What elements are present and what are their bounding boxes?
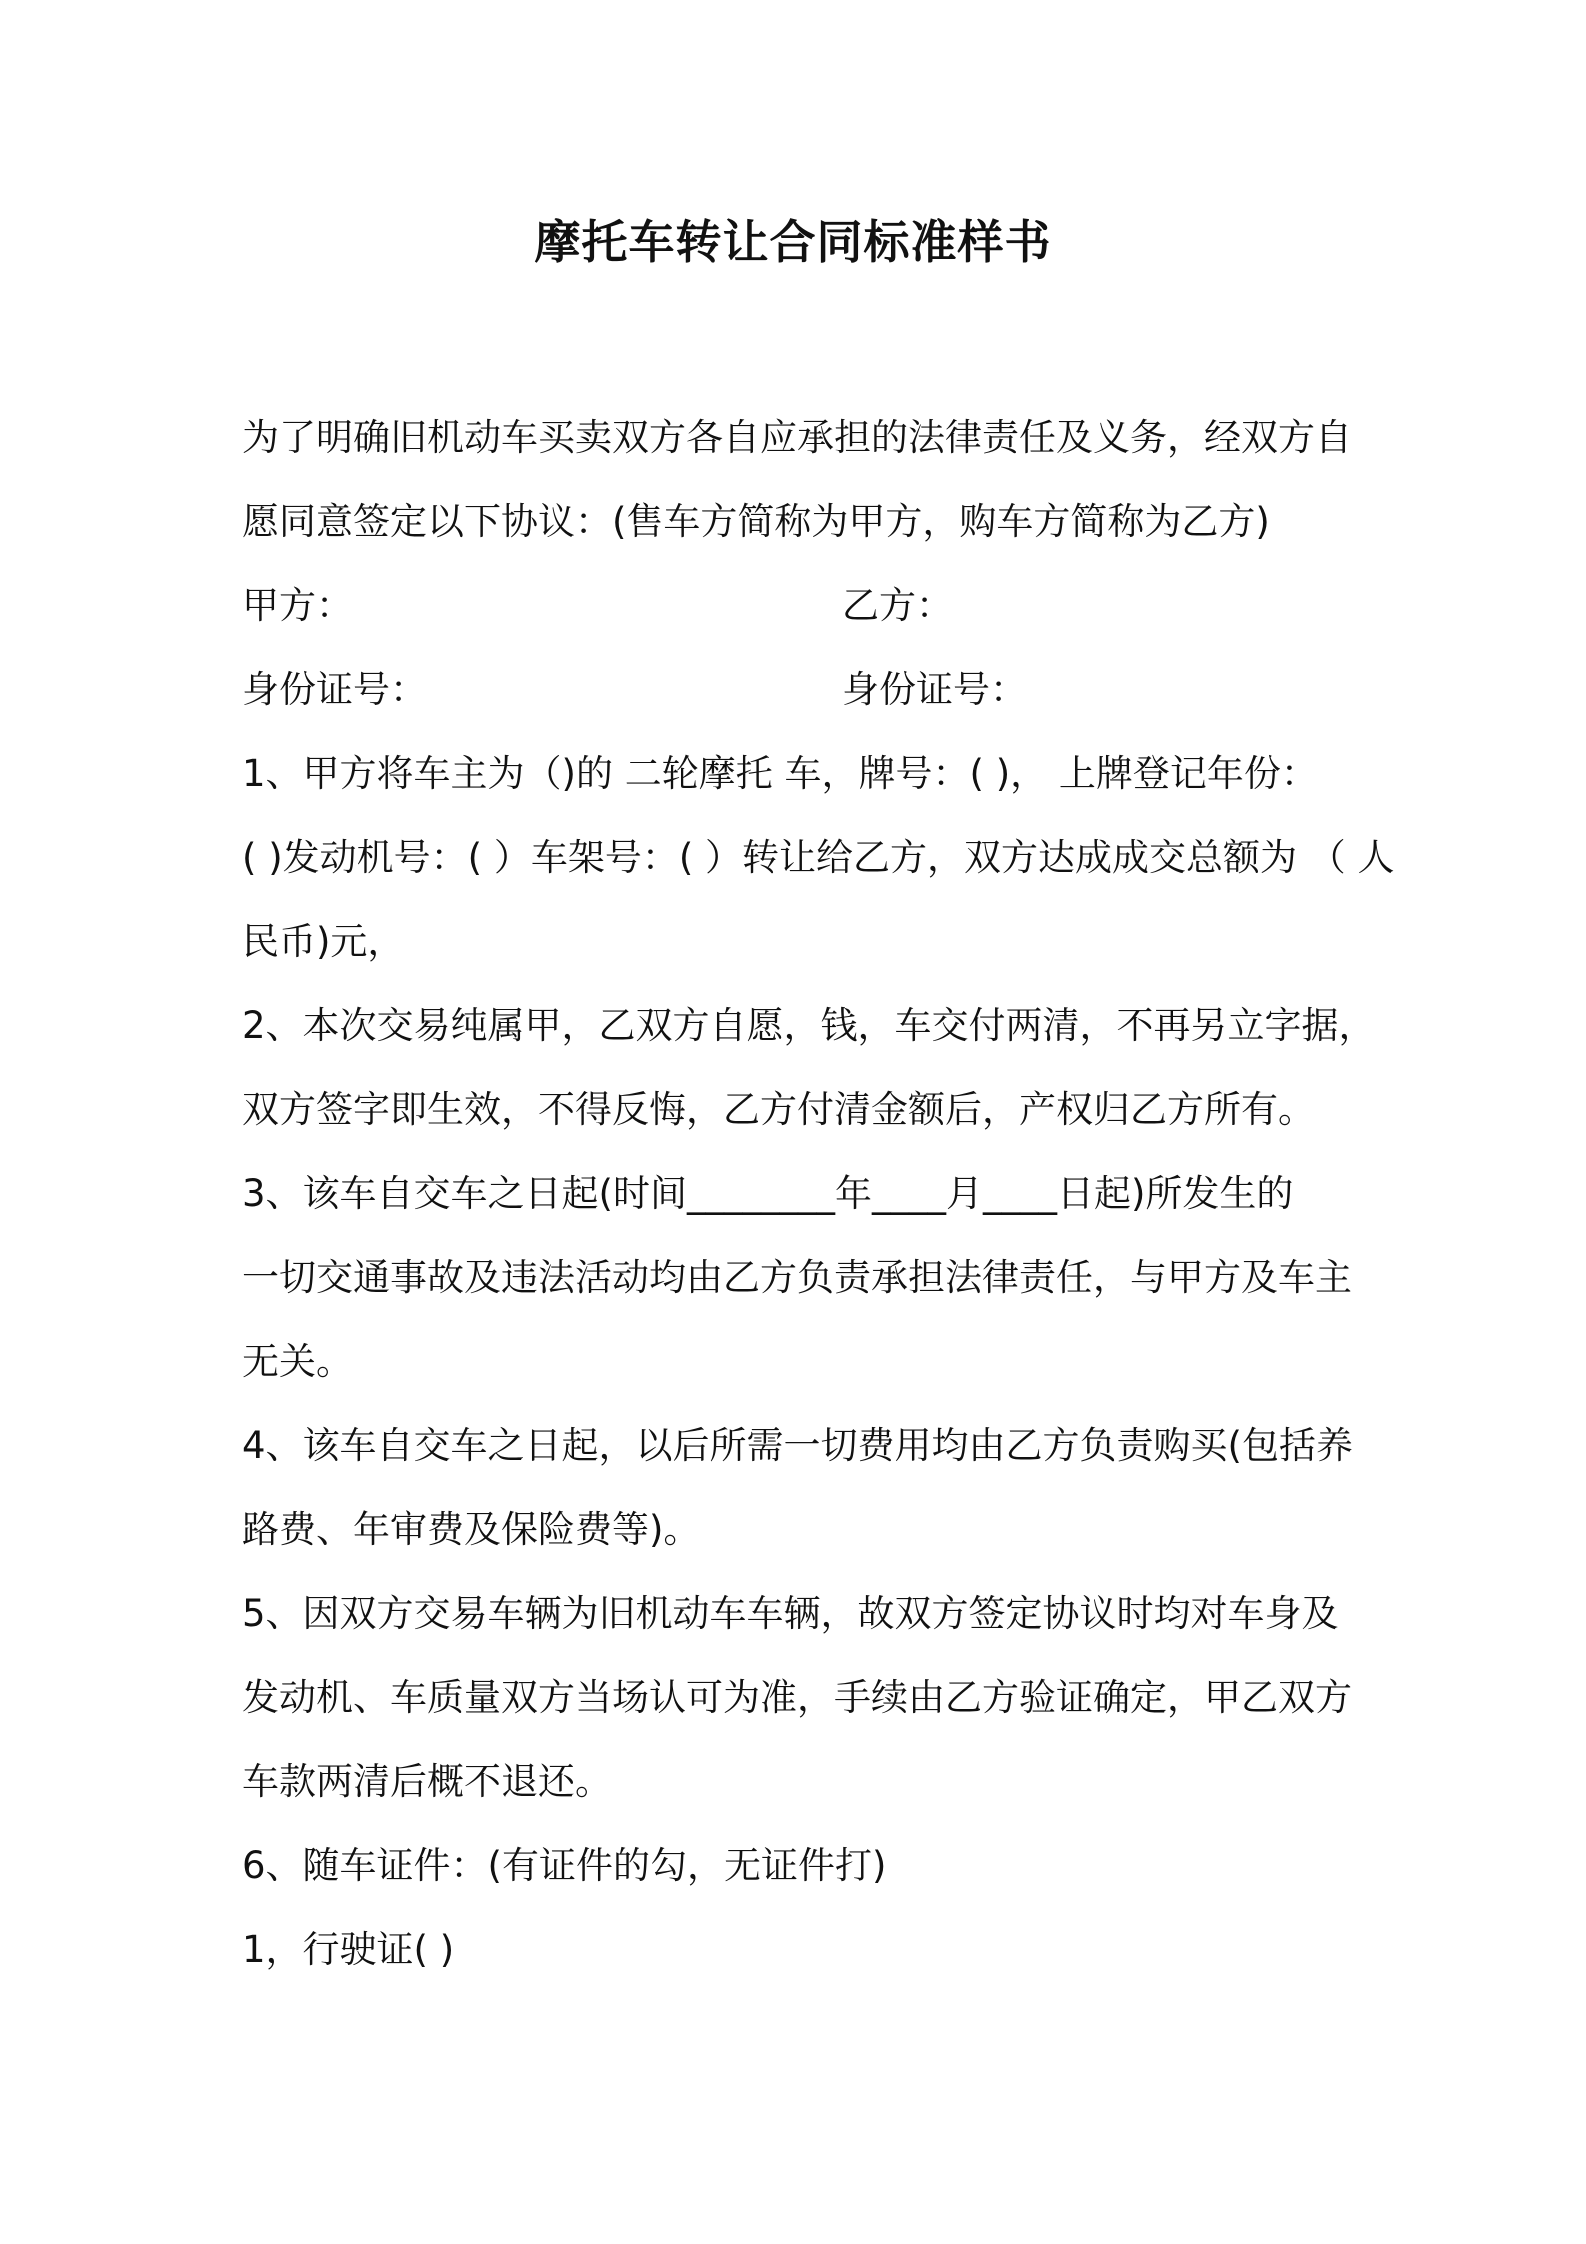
intro-line: 为了明确旧机动车买卖双方各自应承担的法律责任及义务，经双方自 [242, 416, 1352, 459]
clause-2-line: 双方签字即生效，不得反悔，乙方付清金额后，产权归乙方所有。 [242, 1088, 1315, 1131]
clause-6-line: 6、随车证件：(有证件的勾，无证件打) [242, 1844, 887, 1887]
clause-3-line: 一切交通事故及违法活动均由乙方负责承担法律责任，与甲方及车主 [242, 1256, 1352, 1299]
clause-6-item: 1，行驶证( ) [242, 1928, 455, 1971]
party-a-label: 甲方： [242, 584, 353, 627]
id-a-label: 身份证号： [242, 668, 427, 711]
clause-3-line: 3、该车自交车之日起(时间________年____月____日起)所发生的 [242, 1172, 1294, 1215]
intro-line: 愿同意签定以下协议：(售车方简称为甲方，购车方简称为乙方) [242, 500, 1270, 543]
clause-3-line: 无关。 [242, 1340, 353, 1383]
document-title: 摩托车转让合同标准样书 [534, 215, 1052, 269]
clause-4-line: 路费、年审费及保险费等)。 [242, 1508, 701, 1551]
party-b-label: 乙方： [842, 584, 953, 627]
clause-5-line: 发动机、车质量双方当场认可为准，手续由乙方验证确定，甲乙双方 [242, 1676, 1352, 1719]
clause-1-line: ( )发动机号：( ）车架号：( ）转让给乙方，双方达成成交总额为 （ 人 [242, 836, 1395, 879]
clause-1-line: 1、甲方将车主为（)的 二轮摩托 车，牌号：( )， 上牌登记年份： [242, 752, 1318, 795]
clause-5-line: 5、因双方交易车辆为旧机动车车辆，故双方签定协议时均对车身及 [242, 1592, 1339, 1635]
clause-4-line: 4、该车自交车之日起，以后所需一切费用均由乙方负责购买(包括养 [242, 1424, 1353, 1467]
id-b-label: 身份证号： [842, 668, 1027, 711]
clause-5-line: 车款两清后概不退还。 [242, 1760, 612, 1803]
clause-2-line: 2、本次交易纯属甲，乙双方自愿，钱，车交付两清，不再另立字据， [242, 1004, 1376, 1047]
clause-1-line: 民币)元， [242, 920, 405, 963]
